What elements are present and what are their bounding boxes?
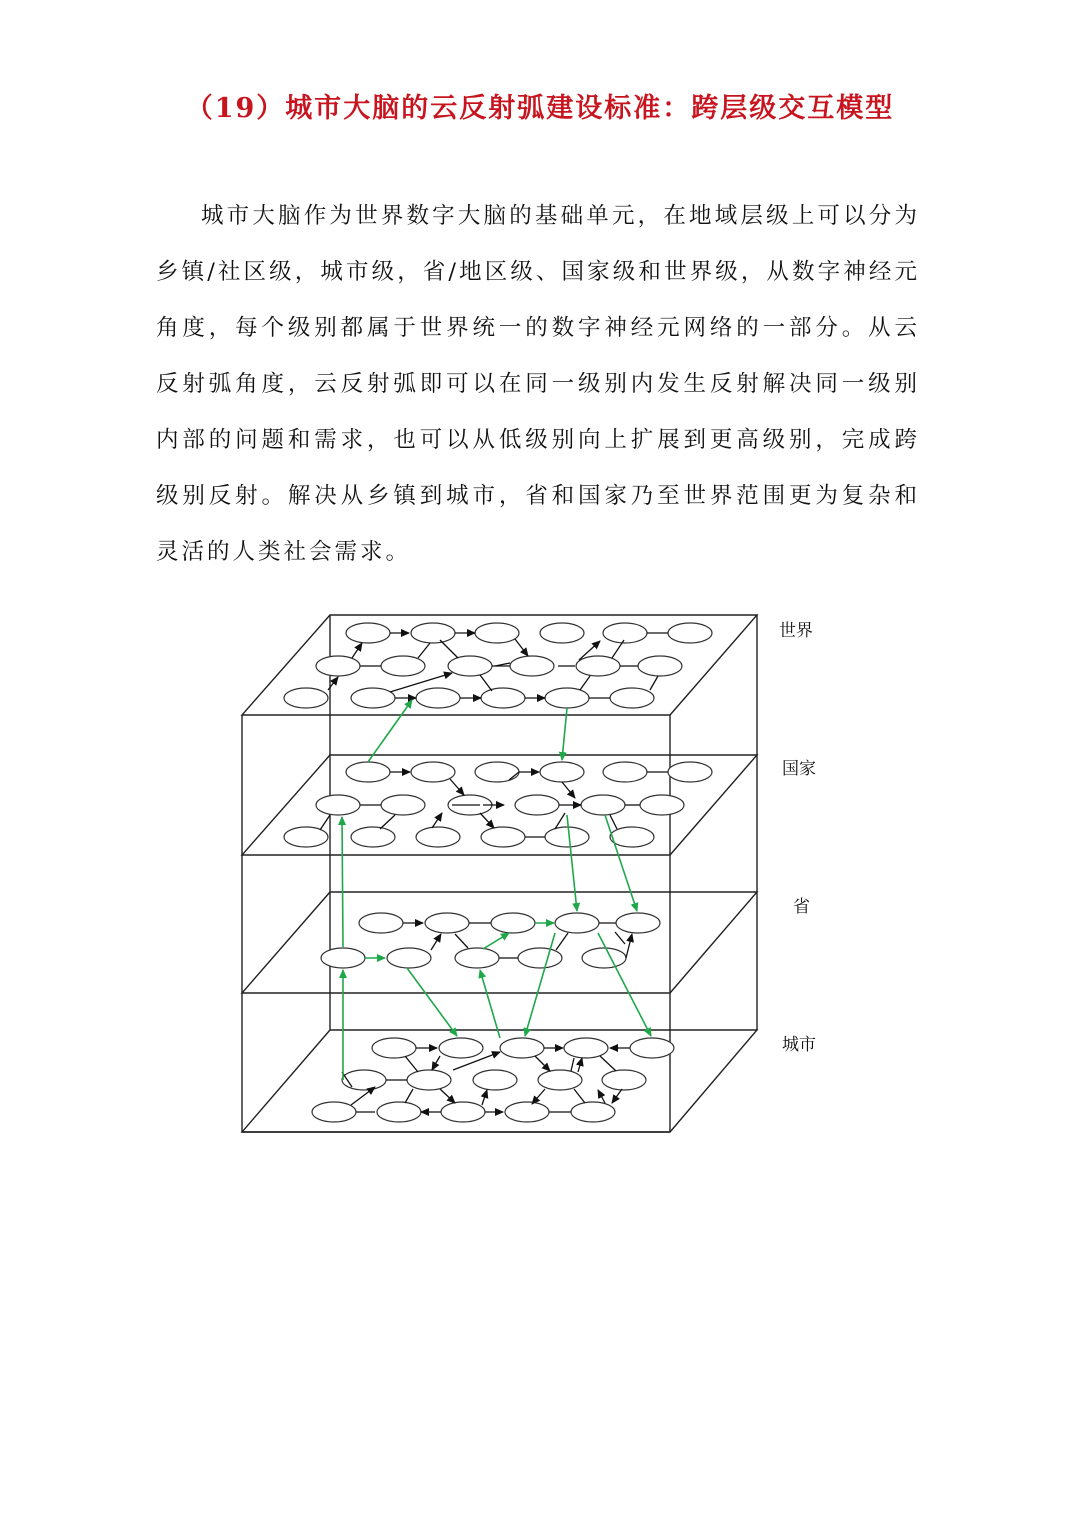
layer-label-country: 国家 (782, 759, 816, 779)
page-title: （19）城市大脑的云反射弧建设标准：跨层级交互模型 (185, 93, 895, 124)
nodes-province (321, 913, 660, 968)
layer-label-city: 城市 (782, 1035, 816, 1055)
cross-level-interaction-diagram (0, 600, 1080, 1160)
green-cross-layer-arrows (342, 700, 651, 1080)
layer-label-world: 世界 (779, 621, 813, 641)
nodes-city (312, 1038, 674, 1122)
diagram-canvas (0, 600, 1080, 1160)
layer-label-province: 省 (793, 897, 810, 917)
layer-plane-province (242, 892, 757, 993)
body-paragraph: 城市大脑作为世界数字大脑的基础单元，在地域层级上可以分为乡镇/社区级，城市级，省/地区级、国家级和世界级，从数字神经元角度，每个级别都属于世界统一的数字神经元网络的一部分。从云反射弧角度，云反射弧即可以在同一级别内发生反射解决同一级别内部的问题和需求，也可以从低级别向上扩展到更高级别，完成跨级别反射。解决从乡镇到城市，省和国家乃至世界范围更为复杂和灵活的人类社会需求。 (156, 203, 920, 565)
